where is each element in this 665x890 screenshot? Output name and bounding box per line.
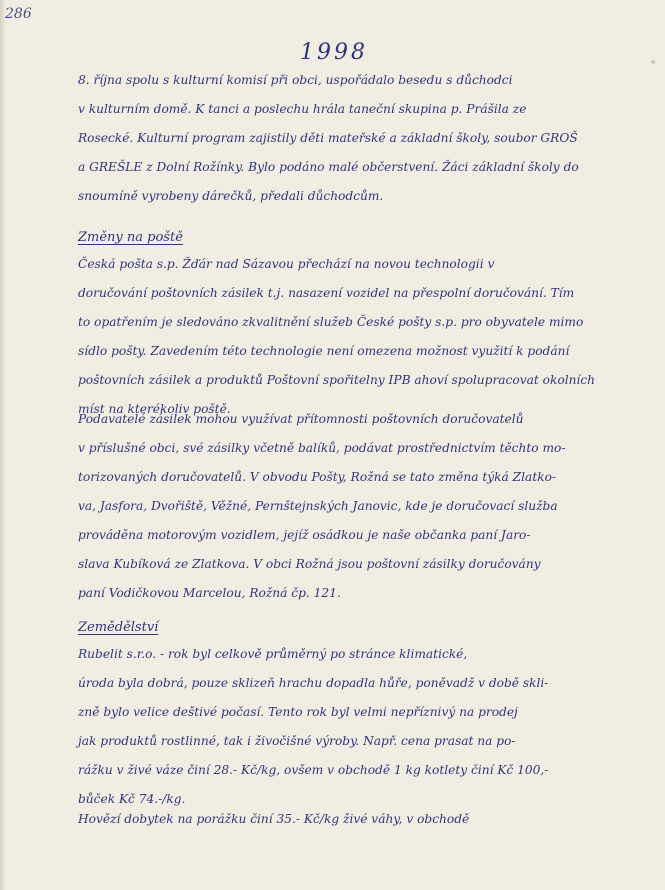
agriculture-section-heading: Zemědělství xyxy=(78,620,159,635)
year-title: 1998 xyxy=(300,40,368,65)
agriculture-paragraph-1: Rubelit s.r.o. - rok byl celkově průměrný po stránce klimatické, úroda byla dobrá, pouze sklizeň hrachu dopadla hůře, poněvadž v době skli- zně bylo velice deštivé počasí. Tento rok byl velmi nepříznivý na prodej jak produktů rostlinné, tak i živočišné výroby. Např. cena prasat na po- rážku v živé váze činí 28.- Kč/kg, ovšem v obchodě 1 kg kotlety činí Kč 100,- bůček Kč 74.-/kg. xyxy=(78,647,549,806)
post-paragraph-1: Česká pošta s.p. Žďár nad Sázavou přechází na novou technologii v doručování poštovních zásilek t.j. nasazení vozidel na přespolní doručování. Tím to opatřením je sledováno zkvalitnění služeb České pošty s.p. pro obyvatele mimo sídlo pošty. Zavedením této technologie není omezena možnost využití k podání poštovních zásilek a produktů Poštovní spořitelny IPB ahoví spolupracovat okolních míst na kterékoliv poště. xyxy=(78,257,596,416)
post-section-heading: Změny na poště xyxy=(78,230,183,245)
ink-spot xyxy=(651,60,655,64)
intro-paragraph: 8. října spolu s kulturní komisí při obci, uspořádalo besedu s důchodci v kulturním domě. K tanci a poslechu hrála taneční skupina p. Prášila ze Rosecké. Kulturní program zajistily děti mateřské a základní školy, soubor GROŠ a GREŠLE z Dolní Rožínky. Bylo podáno malé občerstvení. Žáci základní školy do snoumíně vyrobeny dárečků, předali důchodcům. xyxy=(78,73,579,203)
post-paragraph-2: Podavatelé zásilek mohou využívat přítomnosti poštovních doručovatelů v příslušné obci, své zásilky včetně balíků, podávat prostřednictvím těchto mo- torizovaných doručovatelů. V obvodu Pošty, Rožná se tato změna týká Zlatko- va, Jasfora, Dvořiště, Věžné, Pernštejnských Janovic, kde je doručovací služba prováděna motorovým vozidlem, jejíž osádkou je naše občanka paní Jaro- slava Kubíková ze Zlatkova. V obci Rožná jsou poštovní zásilky doručovány paní Vodičkovou Marcelou, Rožná čp. 121. xyxy=(78,412,566,600)
page-number: 286 xyxy=(5,6,32,22)
agriculture-paragraph-2: Hovězí dobytek na porážku činí 35.- Kč/kg živé váhy, v obchodě xyxy=(78,812,470,826)
page-edge-shadow xyxy=(0,0,6,890)
